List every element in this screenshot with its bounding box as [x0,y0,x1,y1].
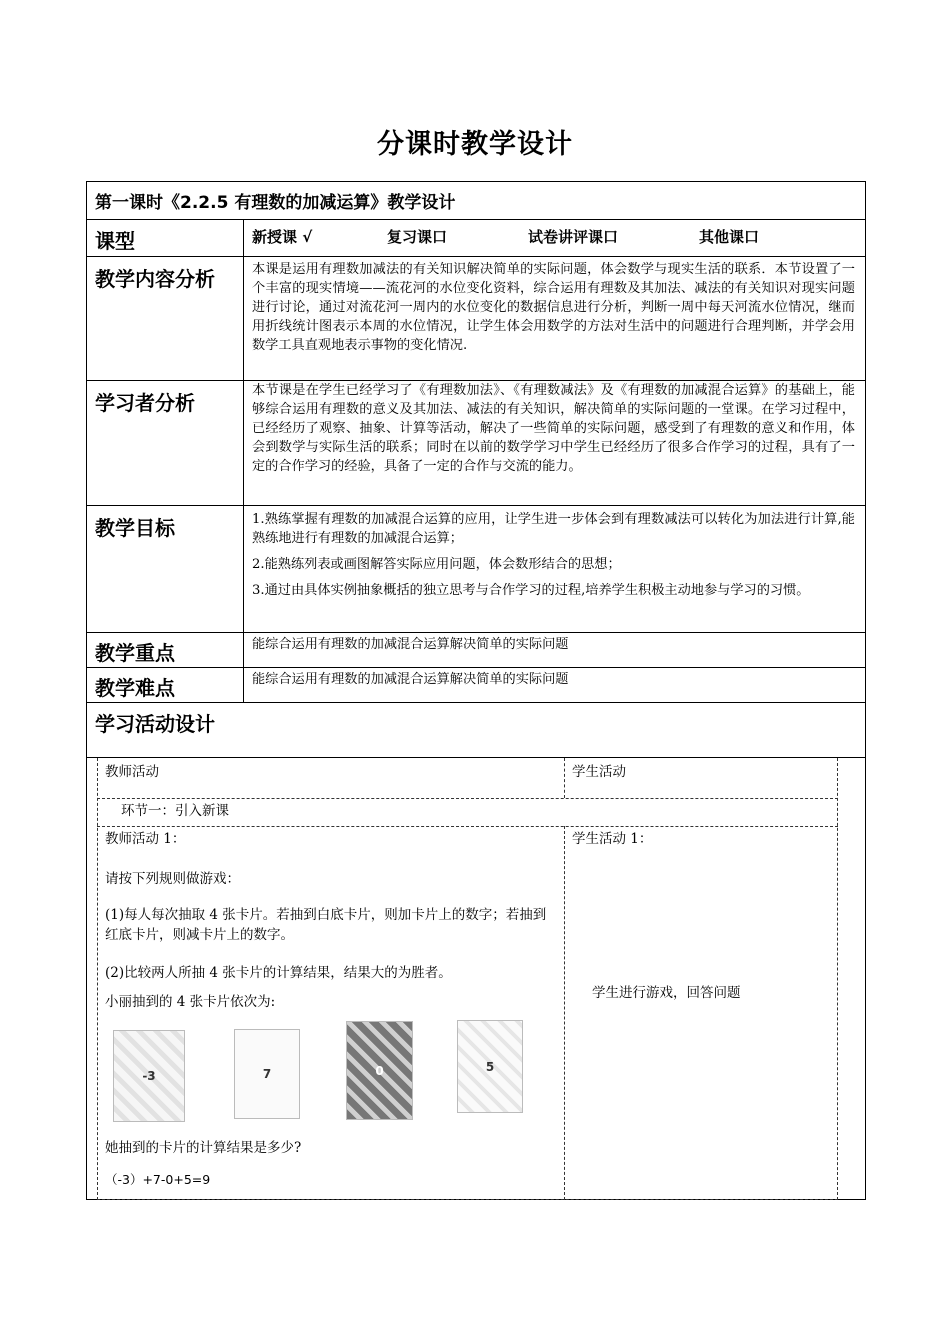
section-title: 环节一：引入新课 [121,803,229,819]
card-red-3 [346,1021,413,1120]
card-value: 7 [262,1067,272,1081]
objective-item: 1.熟练掌握有理数的加减混合运算的应用，让学生进一步体会到有理数减法可以转化为加法进行计算,能熟练地进行有理数的加减混合运算； [252,512,855,546]
option-test-review-lesson: 试卷讲评课口 [528,228,619,246]
page-title: 分课时教学设计 [377,129,573,160]
lesson-title-row [87,182,865,220]
activity-design-label: 学习活动设计 [95,712,215,736]
student-activity-title: 学生活动 1： [572,831,653,847]
content-analysis-label: 教学内容分析 [95,267,215,291]
difficulties-row [87,668,865,703]
content-analysis-row [87,257,865,381]
key-points-label: 教学重点 [95,641,175,665]
lesson-title: 第一课时《2.2.5 有理数的加减运算》教学设计 [95,193,456,213]
objectives-label: 教学目标 [95,516,175,540]
content-analysis-text: 本课是运用有理数加减法的有关知识解决简单的实际问题，体会数学与现实生活的联系．本节设置了一个丰富的现实情境——流花河的水位变化资料，综合运用有理数及其加法、减法的有关知识对现实问题进行讨论，通过对流花河一周内的水位变化的数据信息进行分析，判断一周中每天河流水位情况，继而用折线统计图表示本周的水位情况，让学生体会用数学的方法对生活中的问题进行合理判断，并学会用数学工具直观地表示事物的变化情况. [252,262,855,353]
card-white-1 [113,1030,185,1122]
teacher-activity-header: 教师活动 [105,764,159,780]
learner-analysis-text: 本节课是在学生已经学习了《有理数加法》、《有理数减法》及《有理数的加减混合运算》的基础上，能够综合运用有理数的意义及其加法、减法的有关知识，解决简单的实际问题的一堂课。在学习过程中，已经经历了观察、抽象、计算等活动，解决了一些简单的实际问题，感受到了有理数的意义和作用，体会到数学与实际生活的联系；同时在以前的数学学习中学生已经经历了很多合作学习的过程，具有了一定的合作学习的经验，具备了一定的合作与交流的能力。 [252,383,855,474]
card-value: -3 [142,1069,156,1083]
objectives-list [252,510,855,607]
card-answer: （-3）+7-0+5=9 [105,1172,211,1187]
activity-table [97,758,838,1200]
course-type-label: 课型 [95,229,135,253]
objective-item: 2.能熟练列表或画图解答实际应用问题，体会数形结合的思想； [252,557,621,572]
difficulties-text: 能综合运用有理数的加减混合运算解决简单的实际问题 [252,672,569,687]
key-points-row [87,633,865,668]
game-intro: 请按下列规则做游戏： [105,871,240,887]
key-points-text: 能综合运用有理数的加减混合运算解决简单的实际问题 [252,637,569,652]
lesson-design-table [86,181,866,758]
objective-item: 3.通过由具体实例抽象概括的独立思考与合作学习的过程,培养学生积极主动地参与学习的习惯。 [252,583,810,598]
card-value: 0 [375,1063,384,1078]
option-other-lesson: 其他课口 [699,228,760,246]
course-type-row [87,220,865,257]
learner-analysis-row [87,381,865,506]
cards-intro: 小丽抽到的 4 张卡片依次为: [105,994,276,1010]
objectives-row [87,506,865,633]
option-new-lesson: 新授课 √ [252,228,313,246]
activity-design-row [87,703,865,758]
card-question: 她抽到的卡片的计算结果是多少? [105,1140,302,1156]
teacher-activity-title: 教师活动 1： [105,831,186,847]
card-value: 5 [485,1059,495,1074]
difficulties-label: 教学难点 [95,676,175,700]
student-response: 学生进行游戏，回答问题 [592,985,741,1001]
game-rule-2: (2)比较两人所抽 4 张卡片的计算结果，结果大的为胜者。 [105,965,452,981]
card-white-2 [234,1029,300,1119]
card-white-4 [457,1020,523,1113]
learner-analysis-label: 学习者分析 [95,391,195,415]
game-rule-1: (1)每人每次抽取 4 张卡片。若抽到白底卡片，则加卡片上的数字；若抽到红底卡片，则减卡片上的数字。 [105,907,547,943]
option-review-lesson: 复习课口 [387,228,448,246]
student-activity-header: 学生活动 [572,764,626,780]
